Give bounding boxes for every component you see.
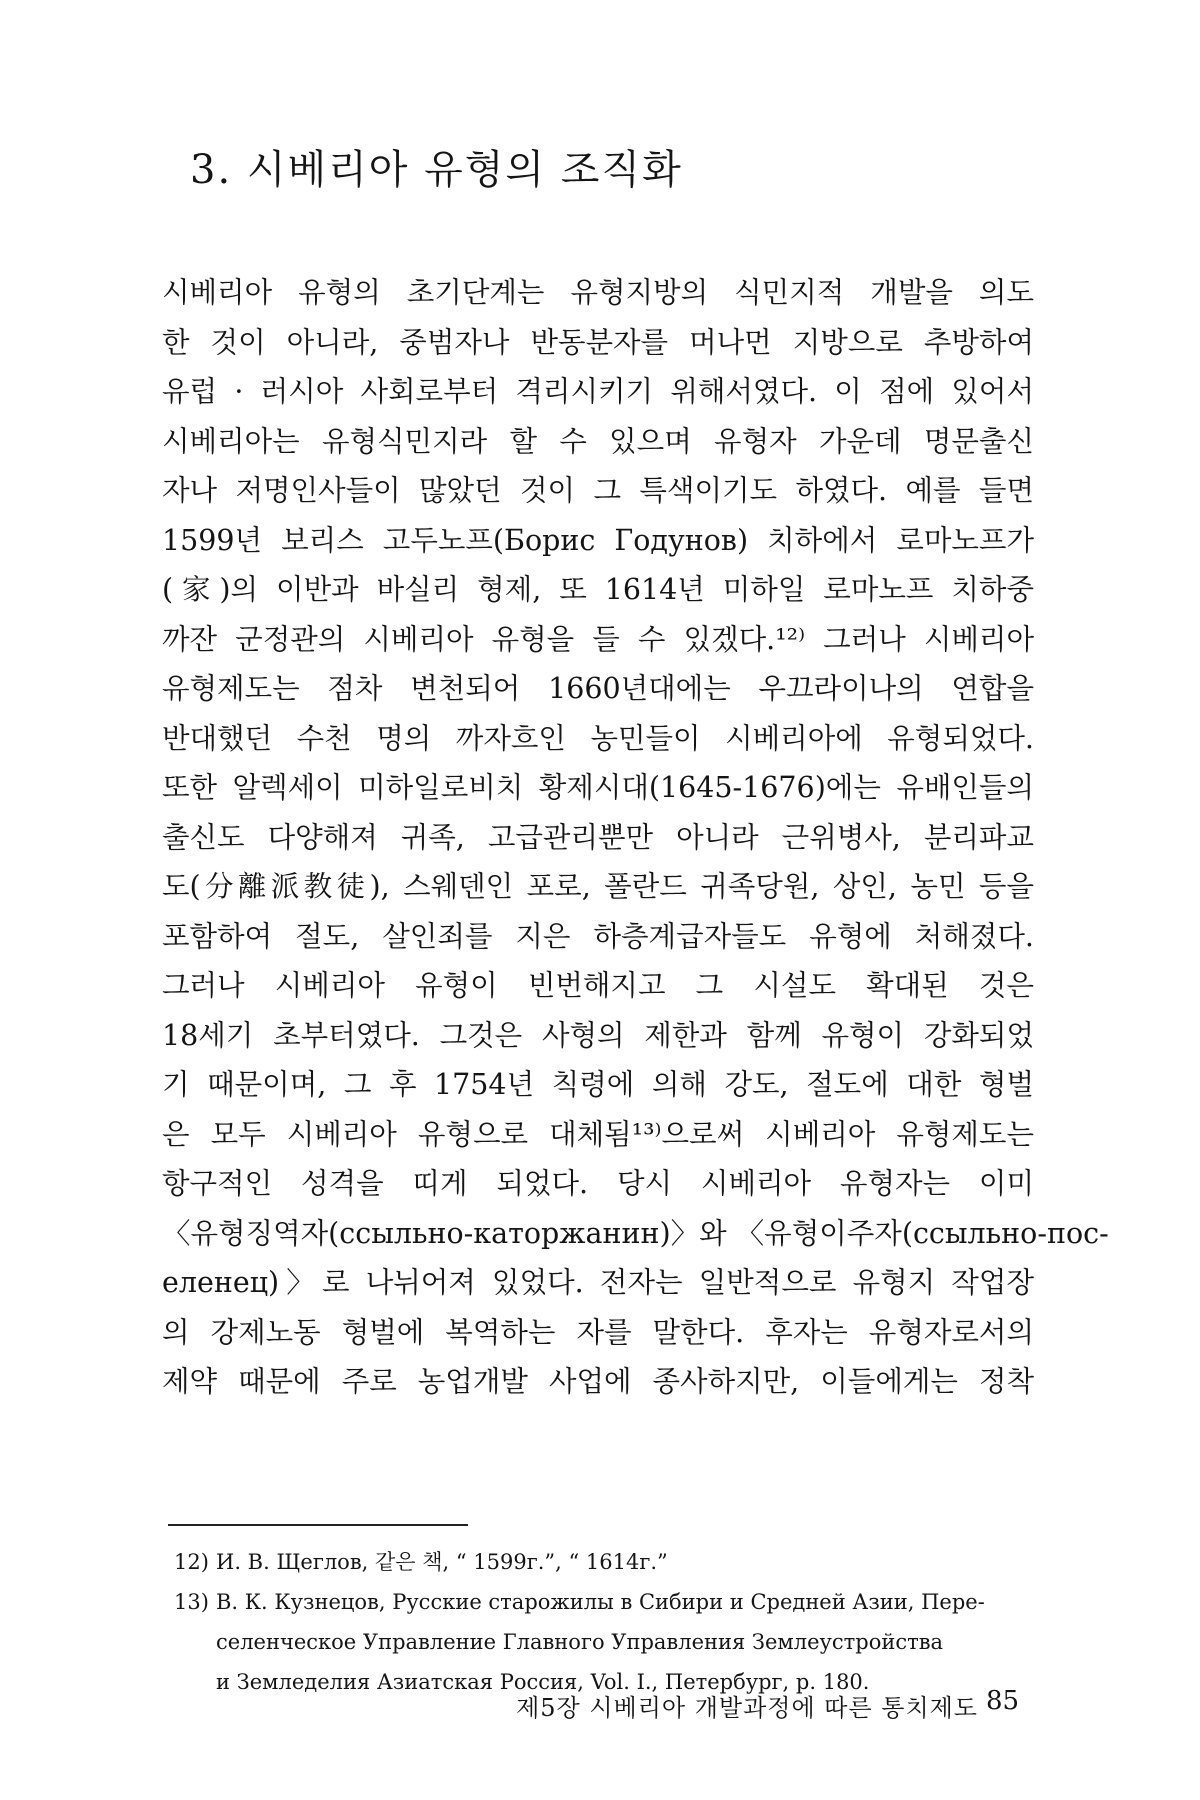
- text-line: 자나 저명인사들이 많았던 것이 그 특색이기도 하였다. 예를 들면: [162, 474, 1034, 507]
- text-line: 유럽 · 러시아 사회로부터 격리시키기 위해서였다. 이 점에 있어서: [162, 375, 1034, 408]
- footnote-number: 13): [174, 1590, 209, 1614]
- text-line: 그러나 시베리아 유형이 빈번해지고 그 시설도 확대된 것은: [162, 969, 1034, 1002]
- text-line: 시베리아는 유형식민지라 할 수 있으며 유형자 가운데 명문출신: [162, 424, 1034, 458]
- text-line: 까잔 군정관의 시베리아 유형을 들 수 있겠다.¹²⁾ 그러나 시베리아: [162, 622, 1034, 656]
- page-number: 85: [986, 1686, 1020, 1716]
- text-line: (家)의 이반과 바실리 형제, 또 1614년 미하일 로마노프 치하중: [162, 573, 1034, 606]
- text-line: еленец)〉로 나뉘어져 있었다. 전자는 일반적으로 유형지 작업장: [162, 1266, 1034, 1299]
- body-text: [162, 268, 1109, 1407]
- text-line: 은 모두 시베리아 유형으로 대체됨¹³⁾으로써 시베리아 유형제도는: [162, 1117, 1034, 1151]
- section-title: 3. 시베리아 유형의 조직화: [190, 147, 683, 193]
- text-line: 한 것이 아니라, 중범자나 반동분자를 머나먼 지방으로 추방하여: [162, 325, 1034, 359]
- text-line: 시베리아 유형의 초기단계는 유형지방의 식민지적 개발을 의도: [162, 276, 1034, 309]
- text-line: 항구적인 성격을 띠게 되었다. 당시 시베리아 유형자는 이미: [162, 1167, 1034, 1200]
- footnote-number: 12): [174, 1550, 209, 1574]
- text-line: 도(分離派教徒), 스웨덴인 포로, 폴란드 귀족당원, 상인, 농민 등을: [162, 870, 1034, 903]
- text-line: 제약 때문에 주로 농업개발 사업에 종사하지만, 이들에게는 정착: [162, 1365, 1034, 1398]
- text-line: 유형제도는 점차 변천되어 1660년대에는 우끄라이나의 연합을: [162, 672, 1034, 705]
- footnote-13: [162, 1582, 1042, 1622]
- footnotes: [162, 1542, 1042, 1702]
- footnote-text: В. К. Кузнецов, Русские старожилы в Сибири и Средней Азии, Пере-: [216, 1590, 985, 1614]
- text-line: 1599년 보리스 고두노프(Борис Годунов) 치하에서 로마노프가: [162, 523, 1034, 557]
- text-line: 포함하여 절도, 살인죄를 지은 하층계급자들도 유형에 처해졌다.: [162, 919, 1034, 953]
- footnote-divider: [168, 1524, 468, 1526]
- text-line: 또한 알렉세이 미하일로비치 황제시대(1645-1676)에는 유배인들의: [162, 771, 1034, 804]
- text-line: 기 때문이며, 그 후 1754년 칙령에 의해 강도, 절도에 대한 형벌: [162, 1068, 1034, 1101]
- text-line: 의 강제노동 형벌에 복역하는 자를 말한다. 후자는 유형자로서의: [162, 1315, 1034, 1349]
- footnote-13-continued: селенческое Управление Главного Управления Землеустройства: [216, 1630, 944, 1654]
- text-line: 반대했던 수천 명의 까자흐인 농민들이 시베리아에 유형되었다.: [162, 721, 1034, 755]
- text-line: 출신도 다양해져 귀족, 고급관리뿐만 아니라 근위병사, 분리파교: [162, 820, 1034, 854]
- running-footer-title: 제5장 시베리아 개발과정에 따른 통치제도: [516, 1694, 978, 1722]
- footnote-12: [162, 1542, 1042, 1582]
- text-line: 〈유형징역자(ссыльно-каторжанин)〉와 〈유형이주자(ссыльно-пос-: [162, 1216, 1109, 1250]
- text-line: 18세기 초부터였다. 그것은 사형의 제한과 함께 유형이 강화되었: [162, 1018, 1034, 1052]
- footnote-text: И. В. Щеглов, 같은 책, “ 1599г.”, “ 1614г.”: [216, 1550, 668, 1574]
- footnote-13-continued: и Земледелия Азиатская Россия, Vol. I., Петербург, p. 180.: [216, 1670, 870, 1694]
